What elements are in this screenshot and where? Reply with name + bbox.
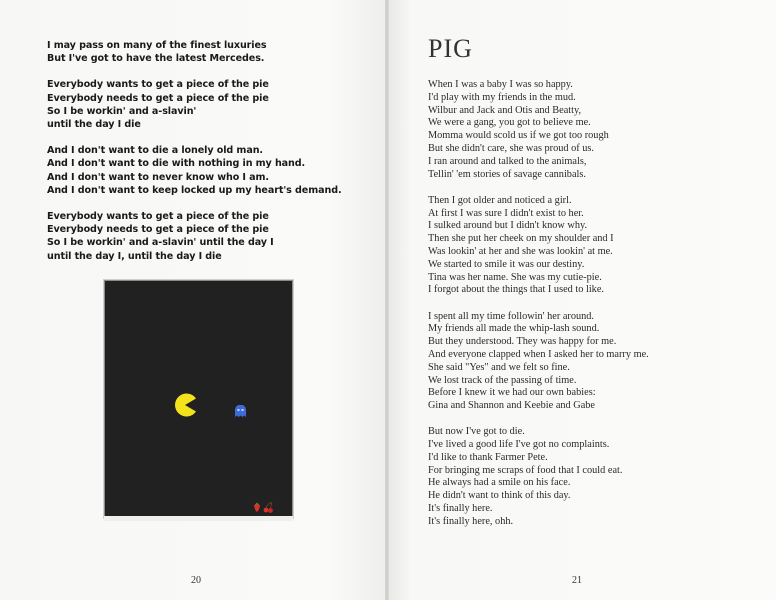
pacman-game-image [104,280,293,518]
text-line: I'd like to thank Farmer Pete. [428,451,548,463]
text-line: Tellin' 'em stories of savage cannibals. [428,168,586,180]
text-line: Everybody needs to get a piece of the pie [47,224,269,236]
text-line: Everybody needs to get a piece of the pie [47,92,269,104]
text-line: At first I was sure I didn't exist to her. [428,207,584,219]
text-line: We started to smile it was our destiny. [428,258,585,270]
text-line: Momma would scold us if we got too rough [428,130,609,142]
text-line: I spent all my time followin' her around. [428,310,594,322]
text-line: He didn't want to think of this day. [428,490,571,502]
poem-stanza [428,426,728,528]
text-line: When I was a baby I was so happy. [428,79,573,90]
text-line: And I don't want to die with nothing in my hand. [47,158,306,170]
lyrics-stanza [47,210,367,263]
text-line: So I be workin' and a-slavin' [47,105,197,117]
text-line: But they understood. They was happy for me. [428,336,617,348]
text-line: It's finally here, ohh. [428,515,514,527]
text-line: For bringing me scraps of food that I could eat. [428,464,623,476]
text-line: Before I knew it we had our own babies: [428,387,596,399]
strawberry-icon [254,503,260,513]
text-line: I ran around and talked to the animals, [428,155,587,167]
page-number-right: 21 [572,575,582,586]
lyrics-stanza [47,144,367,197]
fruit-icons [252,501,274,513]
poem-title: PIG [428,34,473,63]
text-line: I've lived a good life I've got no complaints. [428,439,610,451]
text-line: Gina and Shannon and Keebie and Gabe [428,400,595,412]
text-line: It's finally here. [428,503,493,515]
text-line: Everybody wants to get a piece of the pie [47,79,269,91]
text-line: But I've got to have the latest Mercedes. [47,53,265,65]
text-line: until the day I, until the day I die [47,250,222,262]
cherry-icon [264,503,273,513]
text-line: We lost track of the passing of time. [428,374,577,386]
text-line: And I don't want to never know who I am. [47,171,269,183]
text-line: My friends all made the whip-lash sound. [428,323,600,335]
game-image-bottom-strip [104,516,293,521]
text-line: Was lookin' at her and she was lookin' at me. [428,245,613,257]
text-line: And I don't want to die a lonely old man. [47,145,263,157]
poem-stanza [428,79,728,181]
text-line: Tina was her name. She was my cutie-pie. [428,271,602,283]
poem-body [428,79,728,542]
text-line: But now I've got to die. [428,426,525,438]
book-gutter [385,0,389,600]
ghost-icon [235,405,246,417]
text-line: Everybody wants to get a piece of the pie [47,211,269,223]
text-line: I sulked around but I didn't know why. [428,220,588,232]
text-line: So I be workin' and a-slavin' until the day I [47,237,274,249]
text-line: I forgot about the things that I used to like. [428,284,604,296]
page-number-left: 20 [191,575,201,586]
text-line: I'd play with my friends in the mud. [428,91,576,103]
pacman-icon [173,393,197,417]
text-line: And I don't want to keep locked up my heart's demand. [47,184,342,196]
lyrics-stanza [47,39,367,65]
text-line: I may pass on many of the finest luxuries [47,40,267,51]
lyrics-stanza [47,78,367,131]
text-line: We were a gang, you got to believe me. [428,117,591,129]
text-line: Then I got older and noticed a girl. [428,194,572,206]
text-line: But she didn't care, she was proud of us. [428,142,595,154]
text-line: She said "Yes" and we felt so fine. [428,361,570,373]
poem-stanza [428,311,728,413]
text-line: And everyone clapped when I asked her to marry me. [428,348,649,360]
text-line: Wilbur and Jack and Otis and Beatty, [428,104,582,116]
text-line: Then she put her cheek on my shoulder and I [428,233,614,245]
text-line: He always had a smile on his face. [428,477,571,489]
lyrics-block [47,39,367,276]
text-line: until the day I die [47,119,141,131]
poem-stanza [428,195,728,297]
